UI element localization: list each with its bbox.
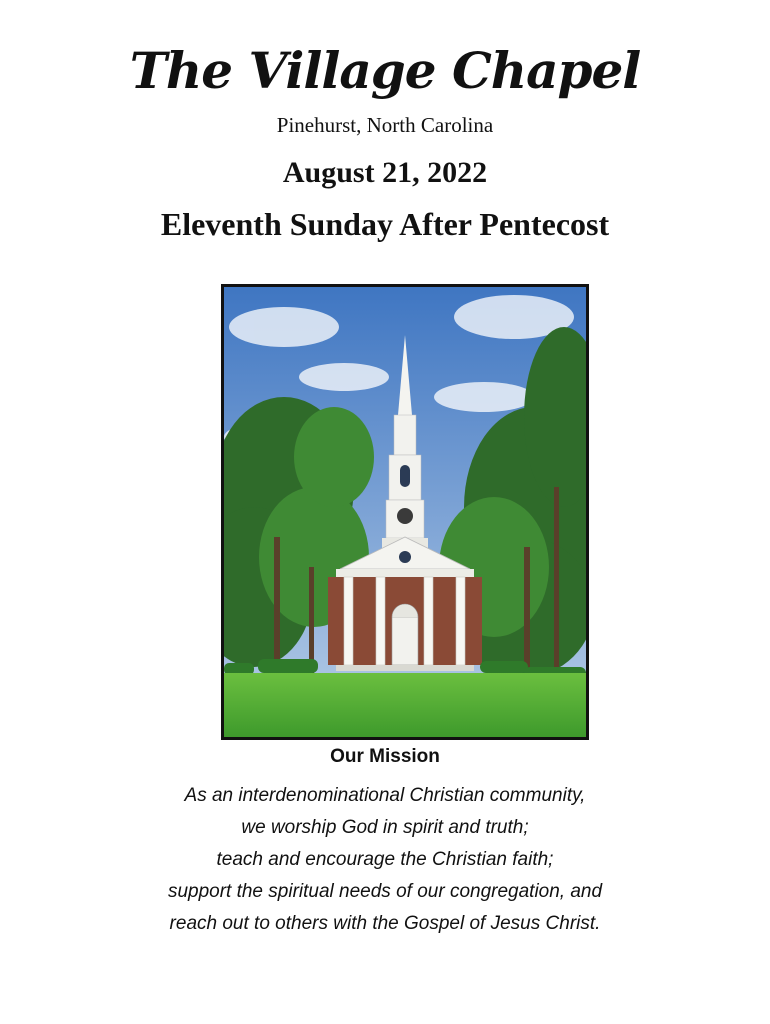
mission-line: we worship God in spirit and truth;	[241, 817, 529, 838]
mission-line: reach out to others with the Gospel of Jesus Christ.	[169, 913, 601, 934]
mission-statement	[0, 780, 770, 940]
mission-line: teach and encourage the Christian faith;	[216, 849, 554, 870]
service-date: August 21, 2022	[282, 156, 488, 189]
mission-heading: Our Mission	[330, 746, 440, 767]
chapel-photo	[221, 284, 589, 740]
liturgical-occasion: Eleventh Sunday After Pentecost	[160, 206, 610, 242]
mission-line: As an interdenominational Christian community,	[184, 785, 586, 806]
location-subtitle: Pinehurst, North Carolina	[276, 113, 494, 137]
page-title: The Village Chapel	[129, 41, 641, 100]
chapel-illustration	[224, 287, 586, 737]
mission-line: support the spiritual needs of our congregation, and	[167, 881, 603, 902]
